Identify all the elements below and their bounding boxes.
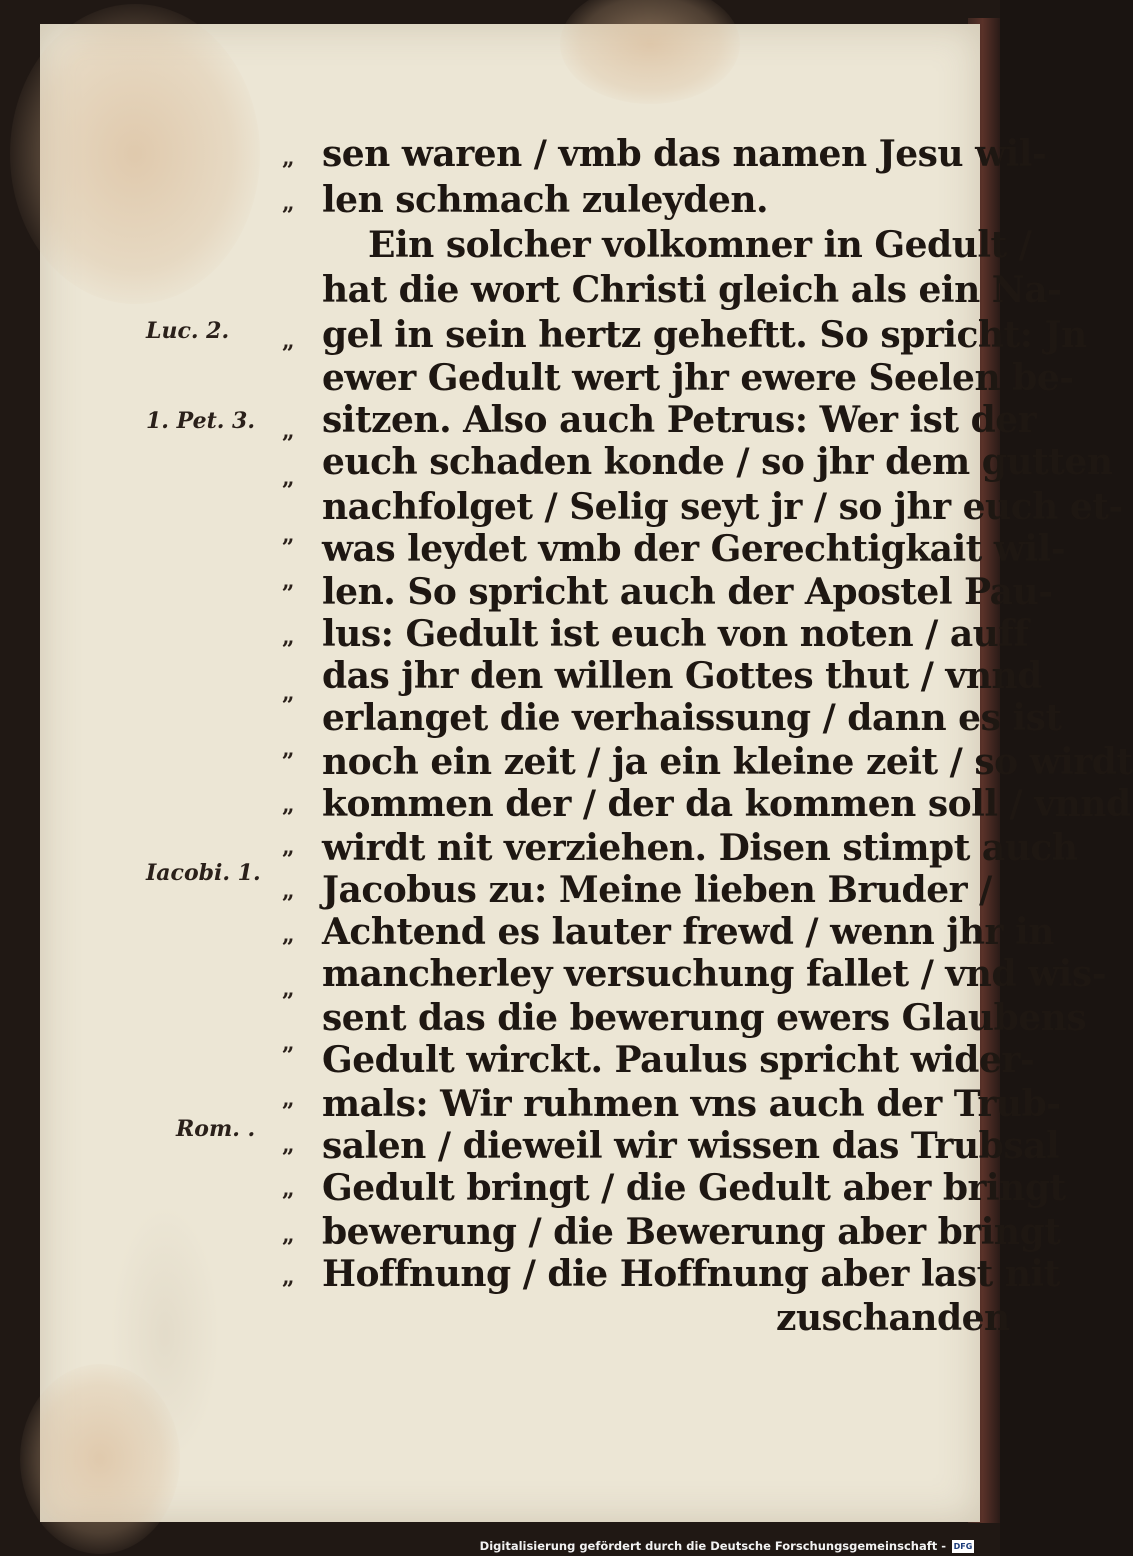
text-line: Gedult wirckt. Paulus spricht wider- xyxy=(322,1039,1035,1081)
text-line: kommen der / der da kommen soll / vnnd xyxy=(322,783,1131,825)
digitization-footer xyxy=(480,1538,974,1554)
text-line: gel in sein hertz geheftt. So spricht: Jn xyxy=(322,314,1087,356)
text-line: ewer Gedult wert jhr ewere Seelen be- xyxy=(322,357,1074,399)
quote-mark: „ xyxy=(282,1086,292,1112)
water-stain xyxy=(10,4,260,304)
quote-mark: „ xyxy=(282,922,292,948)
text-line: Hoffnung / die Hoffnung aber last nit xyxy=(322,1253,1060,1295)
footer-credit: Digitalisierung gefördert durch die Deutsche Forschungsgemeinschaft - xyxy=(479,1539,946,1553)
quote-mark: „ xyxy=(282,418,292,444)
quote-mark: „ xyxy=(282,680,292,706)
quote-mark: „ xyxy=(282,1176,292,1202)
text-line: hat die wort Christi gleich als ein Na- xyxy=(322,269,1062,311)
margin-note-jacobi: Iacobi. 1. xyxy=(146,860,261,886)
text-line: noch ein zeit / ja ein kleine zeit / so wirdt xyxy=(322,741,1133,783)
text-line: nachfolget / Selig seyt jr / so jhr euch et- xyxy=(322,486,1123,528)
text-line: das jhr den willen Gottes thut / vnnd xyxy=(322,655,1042,697)
quote-mark: „ xyxy=(282,568,292,594)
quote-mark: „ xyxy=(282,736,292,762)
margin-note-pet: 1. Pet. 3. xyxy=(146,408,256,434)
text-line: erlanget die verhaissung / dann es ist xyxy=(322,697,1062,739)
margin-note-rom: Rom. . xyxy=(176,1116,256,1142)
text-line: mals: Wir ruhmen vns auch der Trub- xyxy=(322,1083,1061,1125)
text-line: sitzen. Also auch Petrus: Wer ist der xyxy=(322,399,1037,441)
text-line: sen waren / vmb das namen Jesu wil- xyxy=(322,133,1047,175)
text-line: Gedult bringt / die Gedult aber bringt xyxy=(322,1167,1066,1209)
text-line: lus: Gedult ist euch von noten / auff xyxy=(322,613,1029,655)
quote-mark: „ xyxy=(282,328,292,354)
text-line: len. So spricht auch der Apostel Pau- xyxy=(322,571,1053,613)
quote-mark: „ xyxy=(282,792,292,818)
quote-mark: „ xyxy=(282,1222,292,1248)
text-line: Jacobus zu: Meine lieben Bruder / xyxy=(322,869,992,911)
text-line: mancherley versuchung fallet / vnd wis- xyxy=(322,953,1107,995)
quote-mark: „ xyxy=(282,976,292,1002)
quote-mark: „ xyxy=(282,834,292,860)
water-stain xyxy=(560,0,740,104)
text-line: zuschanden xyxy=(776,1297,1010,1339)
quote-mark: „ xyxy=(282,1132,292,1158)
text-line: Achtend es lauter frewd / wenn jhr in xyxy=(322,911,1054,953)
margin-note-luc: Luc. 2. xyxy=(146,318,230,344)
quote-mark: „ xyxy=(282,878,292,904)
text-line: wirdt nit verziehen. Disen stimpt auch xyxy=(322,827,1078,869)
text-line: bewerung / die Bewerung aber bringt xyxy=(322,1211,1061,1253)
text-line: Ein solcher volkomner in Gedult / xyxy=(368,224,1032,266)
text-line: salen / dieweil wir wissen das Trubsal xyxy=(322,1125,1060,1167)
quote-mark: „ xyxy=(282,624,292,650)
dfg-logo: DFG xyxy=(953,1541,973,1551)
text-line: was leydet vmb der Gerechtigkait wil- xyxy=(322,528,1066,570)
text-line: euch schaden konde / so jhr dem gutten xyxy=(322,441,1113,483)
quote-mark: „ xyxy=(282,1264,292,1290)
quote-mark: „ xyxy=(282,465,292,491)
quote-mark: „ xyxy=(282,190,292,216)
quote-mark: „ xyxy=(282,1030,292,1056)
water-stain xyxy=(110,1204,220,1464)
text-line: sent das die bewerung ewers Glaubens xyxy=(322,997,1087,1039)
text-line: len schmach zuleyden. xyxy=(322,179,769,221)
quote-mark: „ xyxy=(282,522,292,548)
quote-mark: „ xyxy=(282,145,292,171)
